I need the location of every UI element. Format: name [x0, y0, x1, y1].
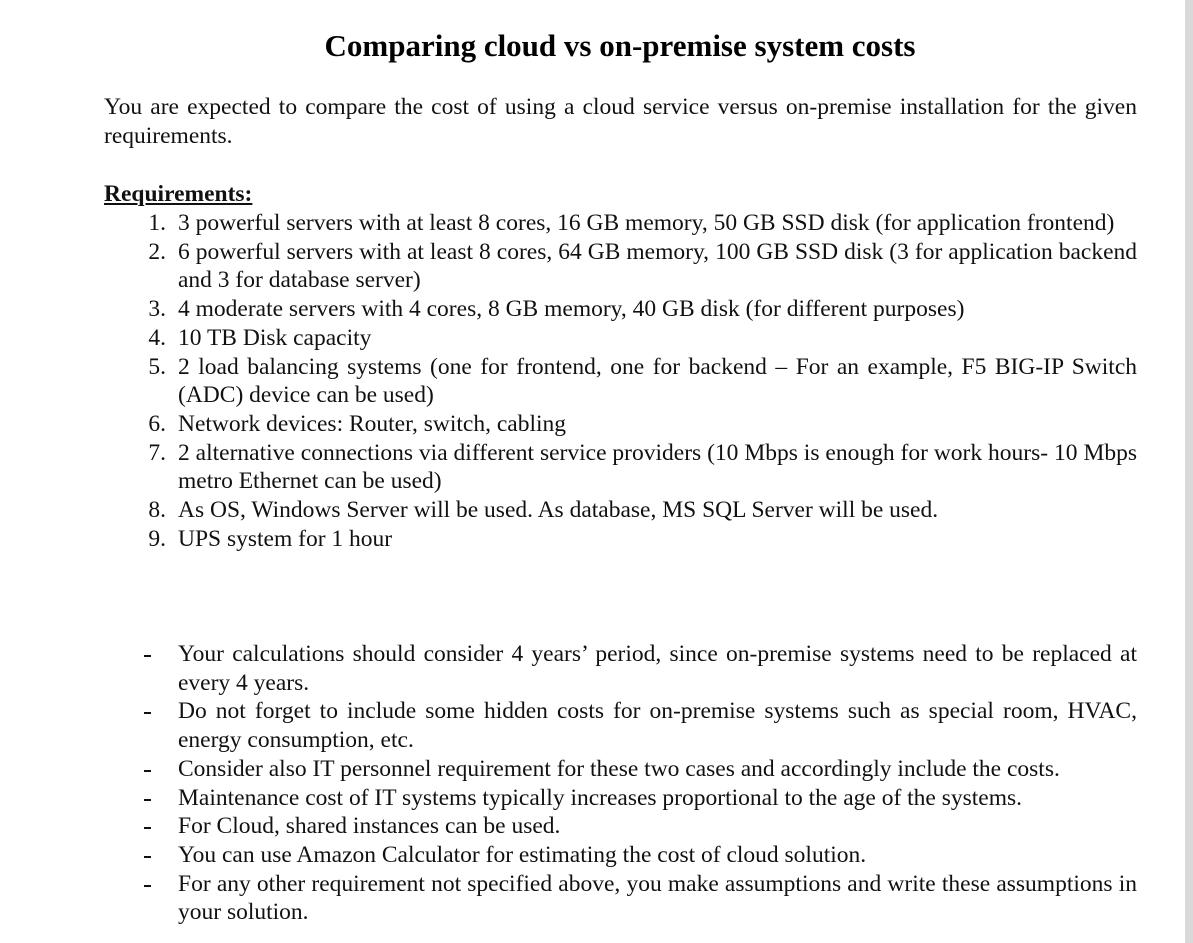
- requirement-number: 2.: [148, 238, 166, 265]
- note-item: [104, 697, 1137, 754]
- requirement-number: 7.: [148, 439, 166, 466]
- note-item: [104, 812, 1137, 841]
- note-text: Maintenance cost of IT systems typically increases proportional to the age of the systems.: [178, 784, 1023, 811]
- requirement-item-3: [104, 295, 1137, 324]
- requirement-text: 2 alternative connections via different service providers (10 Mbps is enough for work hours- 10 Mbps metro Ethernet can be used): [178, 439, 1137, 495]
- notes-list: [104, 640, 1137, 927]
- note-text: For Cloud, shared instances can be used.: [178, 813, 561, 840]
- requirement-item-1: [104, 209, 1137, 238]
- page-title: Comparing cloud vs on-premise system costs: [324, 28, 916, 63]
- requirement-text: Network devices: Router, switch, cabling: [178, 410, 567, 437]
- requirement-number: 8.: [148, 497, 166, 524]
- intro-paragraph: You are expected to compare the cost of using a cloud service versus on-premise installation for the given requirements.: [104, 94, 1137, 149]
- note-text: Consider also IT personnel requirement for these two cases and accordingly include the costs.: [178, 755, 1060, 782]
- requirement-text: 10 TB Disk capacity: [178, 324, 372, 351]
- requirement-text: 4 moderate servers with 4 cores, 8 GB memory, 40 GB disk (for different purposes): [178, 296, 965, 323]
- requirement-number: 1.: [148, 210, 166, 236]
- requirement-item-5: [104, 353, 1137, 410]
- requirements-list: [104, 209, 1137, 553]
- requirement-text: 3 powerful servers with at least 8 cores, 16 GB memory, 50 GB SSD disk (for application frontend): [178, 210, 1115, 236]
- requirement-item-6: [104, 410, 1137, 439]
- note-item: [104, 841, 1137, 870]
- requirement-text: UPS system for 1 hour: [178, 525, 393, 552]
- note-item: [104, 640, 1137, 697]
- requirement-number: 9.: [148, 525, 166, 552]
- requirement-item-9: [104, 525, 1137, 554]
- note-item: [104, 755, 1137, 784]
- requirement-number: 6.: [148, 410, 166, 437]
- requirements-heading: Requirements:: [104, 181, 253, 207]
- note-text: You can use Amazon Calculator for estimating the cost of cloud solution.: [178, 841, 867, 868]
- requirement-text: 2 load balancing systems (one for frontend, one for backend – For an example, F5 BIG-IP Switch (ADC) device can be used): [178, 353, 1137, 409]
- note-item: [104, 784, 1137, 813]
- note-text: For any other requirement not specified above, you make assumptions and write these assumptions in your solution.: [178, 870, 1137, 926]
- note-text: Do not forget to include some hidden costs for on-premise systems such as special room, HVAC, energy consumption, etc.: [178, 698, 1137, 754]
- requirement-item-7: [104, 439, 1137, 496]
- scrollbar-track[interactable]: [1185, 0, 1193, 943]
- requirement-text: 6 powerful servers with at least 8 cores, 64 GB memory, 100 GB SSD disk (3 for application backend and 3 for database server): [178, 238, 1137, 294]
- requirement-number: 5.: [148, 353, 166, 380]
- requirement-item-2: [104, 238, 1137, 295]
- note-text: Your calculations should consider 4 years’ period, since on-premise systems need to be replaced at every 4 years.: [178, 641, 1137, 696]
- requirement-item-4: [104, 324, 1137, 353]
- requirement-item-8: [104, 496, 1137, 525]
- requirement-number: 4.: [148, 324, 166, 351]
- requirement-text: As OS, Windows Server will be used. As database, MS SQL Server will be used.: [178, 497, 939, 524]
- note-item: [104, 870, 1137, 927]
- requirement-number: 3.: [148, 296, 166, 323]
